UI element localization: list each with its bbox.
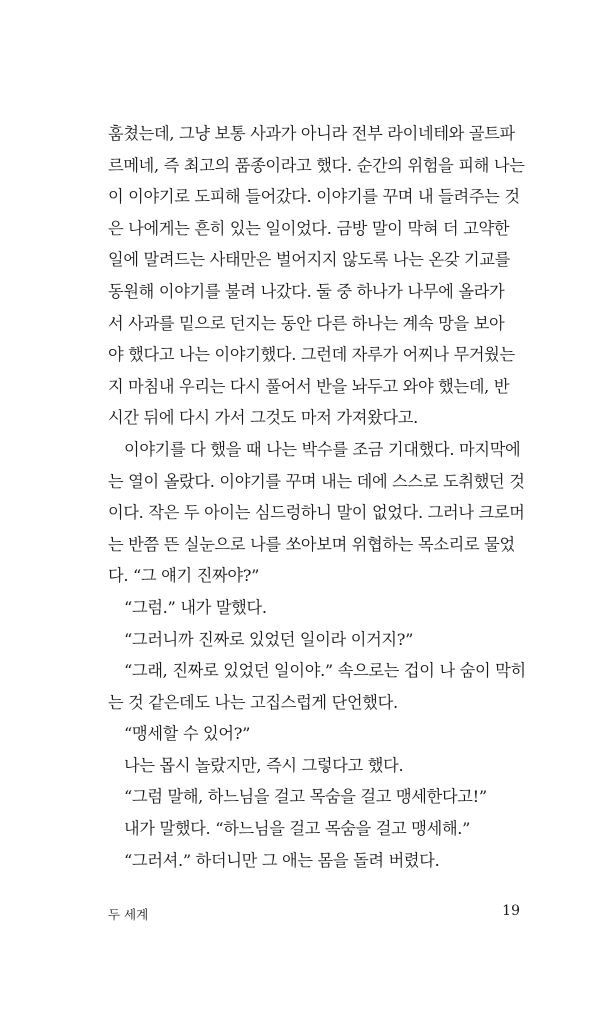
text-line: 르메네, 즉 최고의 품종이라고 했다. 순간의 위험을 피해 나는 <box>108 155 525 175</box>
text-line: “맹세할 수 있어?” <box>124 724 251 744</box>
text-line: “그러셔.” 하더니만 그 애는 몸을 돌려 버렸다. <box>124 850 440 870</box>
text-line: 다. “그 얘기 진짜야?” <box>108 566 260 586</box>
text-line: 일에 말려드는 사태만은 벌어지지 않도록 나는 온갖 기교를 <box>108 250 511 270</box>
text-line: 은 나에게는 흔히 있는 일이었다. 금방 말이 막혀 더 고약한 <box>108 218 510 238</box>
text-line: 이야기를 다 했을 때 나는 박수를 조금 기대했다. 마지막에 <box>124 439 521 459</box>
text-line: 는 반쯤 뜬 실눈으로 나를 쏘아보며 위협하는 목소리로 물었 <box>108 534 515 554</box>
text-line: 이다. 작은 두 아이는 심드렁하니 말이 없었다. 그러나 크로머 <box>108 503 525 523</box>
text-line: 훔쳤는데, 그냥 보통 사과가 아니라 전부 라이네테와 골트파 <box>108 124 515 143</box>
text-line: 야 했다고 나는 이야기했다. 그런데 자루가 어찌나 무거웠는 <box>108 345 515 365</box>
page-number: 19 <box>502 903 520 919</box>
running-footer-title: 두 세계 <box>108 907 149 922</box>
text-line: 는 열이 올랐다. 이야기를 꾸며 내는 데에 스스로 도취했던 것 <box>108 471 525 491</box>
text-line: “그래, 진짜로 있었던 일이야.” 속으로는 겁이 나 숨이 막히 <box>124 661 526 681</box>
text-line: 서 사과를 밑으로 던지는 동안 다른 하나는 계속 망을 보아 <box>108 313 505 333</box>
text-line: 내가 말했다. “하느님을 걸고 목숨을 걸고 맹세해.” <box>124 819 471 839</box>
text-line: 나는 몹시 놀랐지만, 즉시 그렇다고 했다. <box>124 755 404 775</box>
text-line: “그러니까 진짜로 있었던 일이라 이거지?” <box>124 629 414 649</box>
text-line: 는 것 같은데도 나는 고집스럽게 단언했다. <box>108 692 398 712</box>
text-line: 지 마침내 우리는 다시 풀어서 반을 놔두고 와야 했는데, 반 <box>108 376 510 396</box>
text-line: 동원해 이야기를 불려 나갔다. 둘 중 하나가 나무에 올라가 <box>108 281 505 301</box>
body-text <box>108 118 528 876</box>
text-line: “그럼.” 내가 말했다. <box>124 597 267 617</box>
text-line: “그럼 말해, 하느님을 걸고 목숨을 걸고 맹세한다고!” <box>124 787 487 807</box>
text-line: 시간 뒤에 다시 가서 그것도 마저 가져왔다고. <box>108 408 418 428</box>
text-line: 이 이야기로 도피해 들어갔다. 이야기를 꾸며 내 들려주는 것 <box>108 187 520 207</box>
